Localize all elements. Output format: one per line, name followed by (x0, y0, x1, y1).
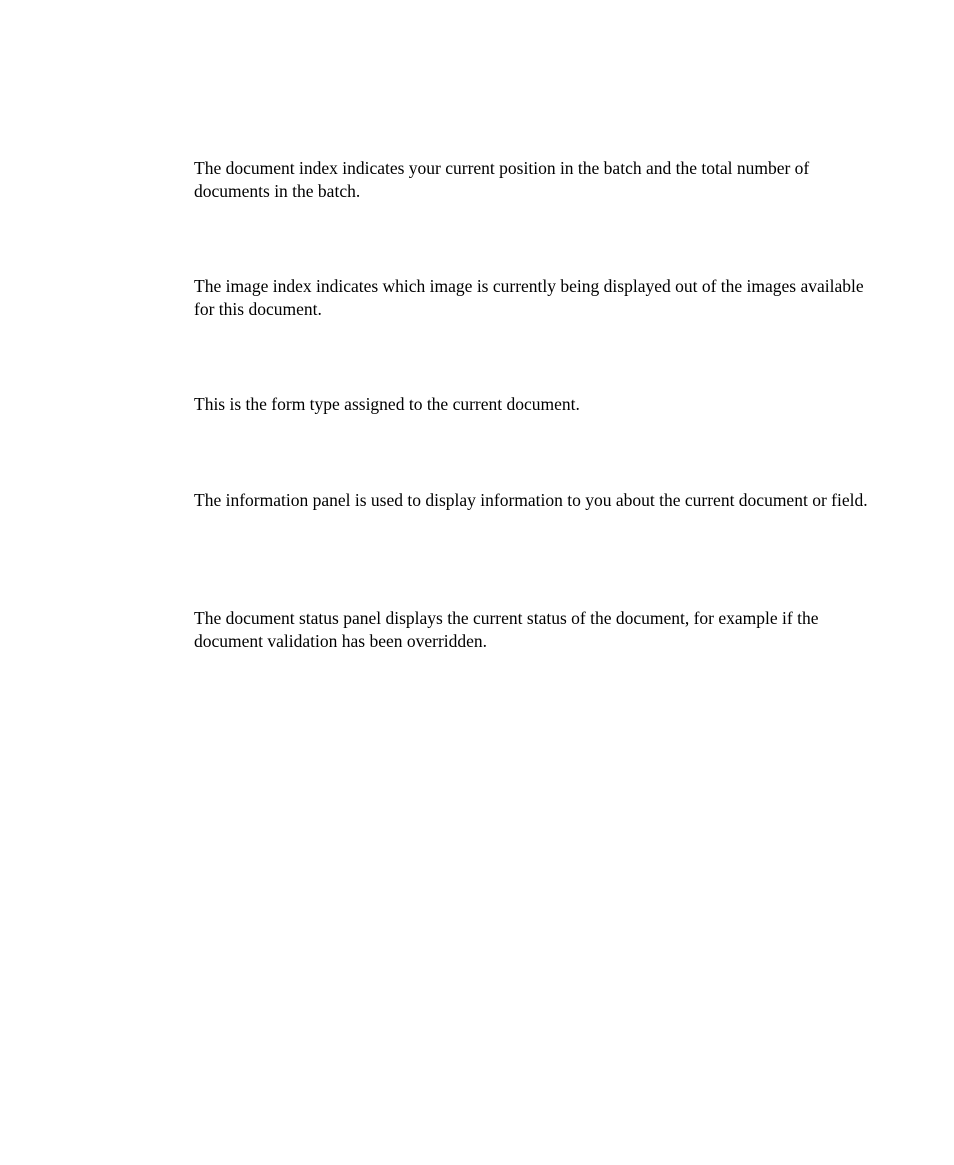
document-status-panel-description: The document status panel displays the current status of the document, for example if the document validation has been overridden. (194, 608, 819, 651)
information-panel-description: The information panel is used to display information to you about the current document or field. (194, 490, 868, 510)
image-index-description: The image index indicates which image is currently being displayed out of the images available for this document. (194, 276, 864, 319)
document-index-description: The document index indicates your current position in the batch and the total number of documents in the batch. (194, 158, 810, 201)
form-type-description: This is the form type assigned to the current document. (194, 394, 580, 414)
